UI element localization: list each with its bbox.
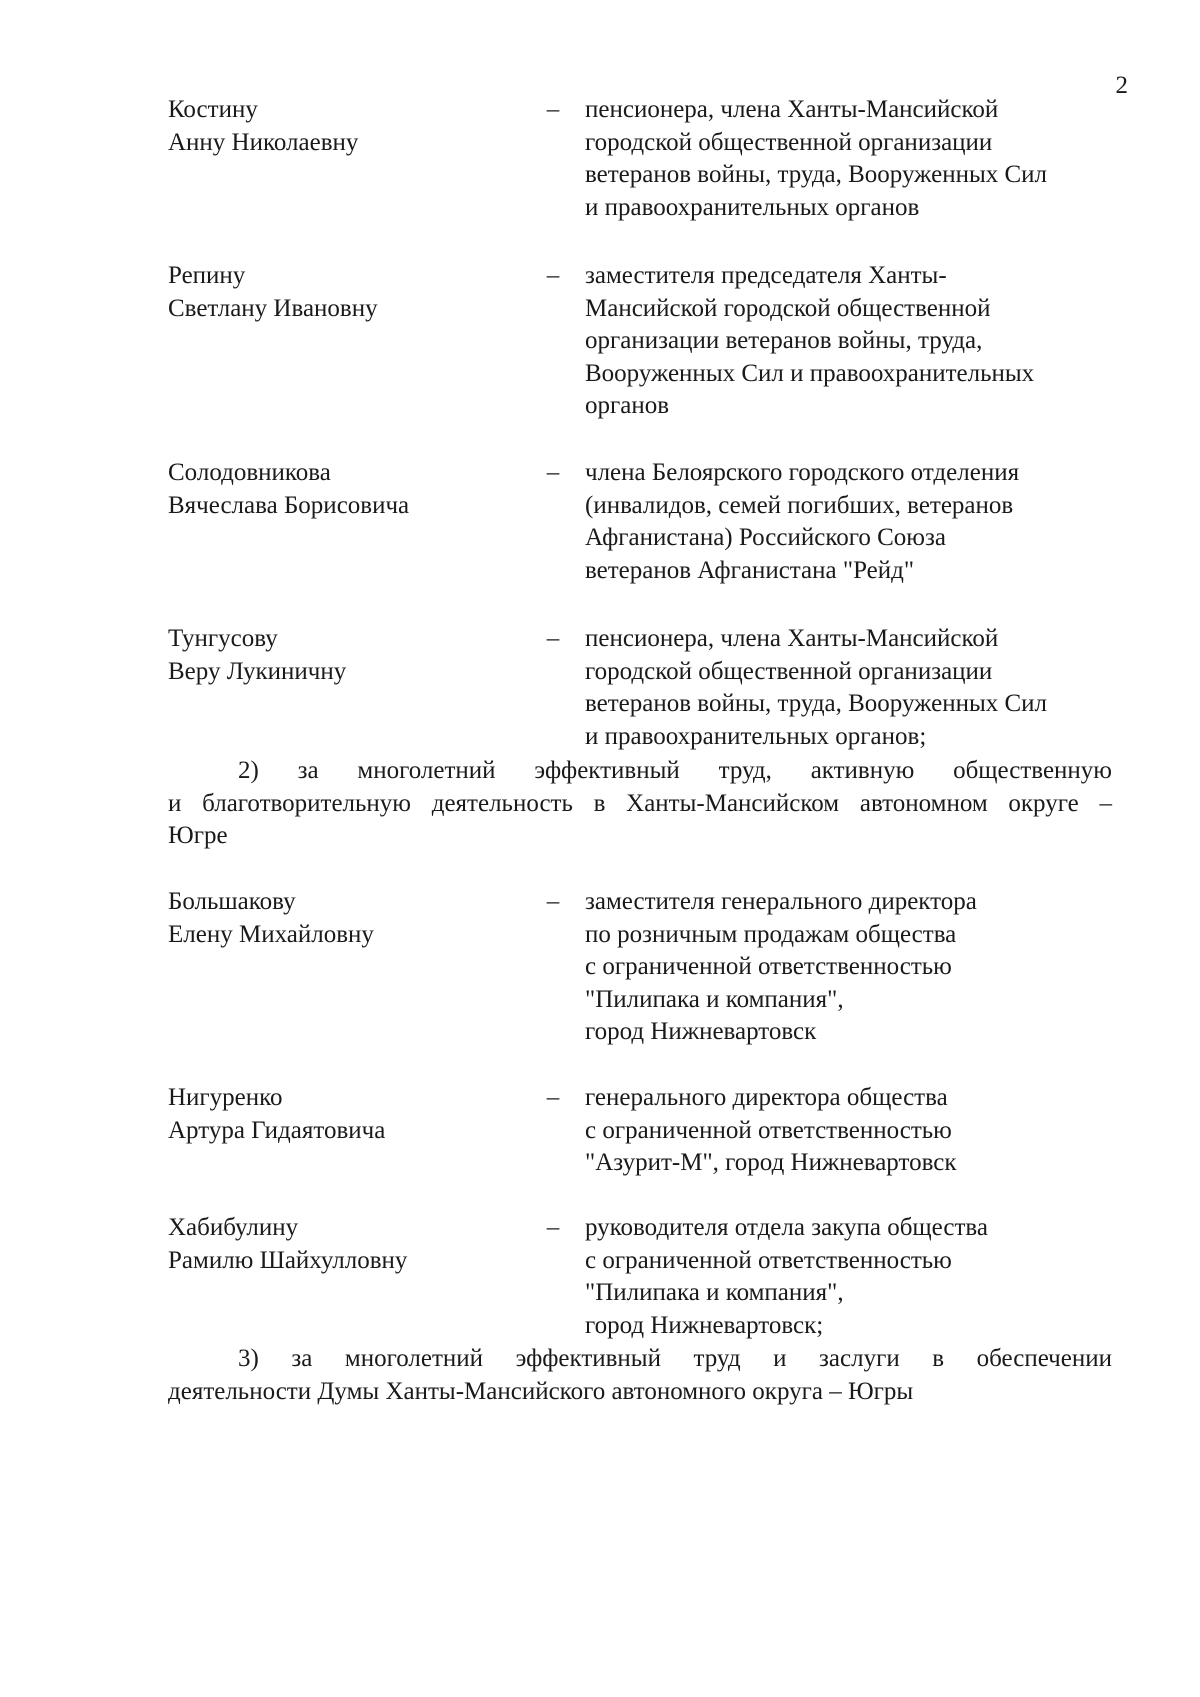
description-line: город Нижневартовск; xyxy=(585,1311,824,1339)
description-line: ветеранов Афганистана "Рейд" xyxy=(585,556,915,584)
dash-separator: – xyxy=(546,1084,560,1111)
section-paragraph-2 xyxy=(168,755,1112,853)
name-line: Артура Гидаятовича xyxy=(168,1116,386,1144)
name-line: Нигуренко xyxy=(168,1084,283,1111)
name-line: Солодовникова xyxy=(168,459,331,486)
name-line: Костину xyxy=(168,96,258,123)
person-description xyxy=(585,457,1145,587)
name-line: Светлану Ивановну xyxy=(168,294,378,322)
paragraph-line: 2) за многолетний эффективный труд, активную общественную xyxy=(238,757,1112,784)
person-name xyxy=(168,1212,498,1277)
person-description xyxy=(585,260,1145,423)
description-line: с ограниченной ответственностью xyxy=(585,1246,952,1274)
person-name xyxy=(168,886,498,951)
name-line: Хабибулину xyxy=(168,1214,299,1241)
name-line: Анну Николаевну xyxy=(168,128,359,156)
name-line: Елену Михайловну xyxy=(168,920,374,948)
name-line: Большакову xyxy=(168,888,296,915)
dash-separator: – xyxy=(546,459,560,486)
person-description xyxy=(585,623,1145,753)
paragraph-line: и благотворительную деятельность в Ханты-Мансийском автономном округе – xyxy=(168,789,1112,817)
description-line: Вооруженных Сил и правоохранительных xyxy=(585,359,1035,387)
description-line: пенсионера, члена Ханты-Мансийской xyxy=(585,96,999,123)
section-paragraph-3 xyxy=(168,1343,1112,1408)
dash-separator: – xyxy=(546,888,560,915)
description-line: Мансийской городской общественной xyxy=(585,294,991,322)
description-line: городской общественной организации xyxy=(585,657,993,685)
person-description xyxy=(585,1082,1145,1180)
description-line: пенсионера, члена Ханты-Мансийской xyxy=(585,625,999,652)
description-line: "Пилипака и компания", xyxy=(585,985,844,1013)
person-description xyxy=(585,94,1145,224)
person-name xyxy=(168,260,498,325)
name-line: Рамилю Шайхулловну xyxy=(168,1246,408,1274)
paragraph-line: деятельности Думы Ханты-Мансийского автономного округа – Югры xyxy=(168,1377,914,1405)
description-line: город Нижневартовск xyxy=(585,1018,817,1046)
description-line: руководителя отдела закупа общества xyxy=(585,1214,988,1241)
dash-separator: – xyxy=(546,96,560,123)
description-line: "Азурит-М", город Нижневартовск xyxy=(585,1149,957,1177)
description-line: члена Белоярского городского отделения xyxy=(585,459,1020,486)
dash-separator: – xyxy=(546,625,560,652)
person-description xyxy=(585,1212,1145,1342)
description-line: организации ветеранов войны, труда, xyxy=(585,327,983,355)
description-line: органов xyxy=(585,392,670,420)
paragraph-line: 3) за многолетний эффективный труд и заслуги в обеспечении xyxy=(238,1345,1112,1372)
description-line: и правоохранительных органов xyxy=(585,193,920,221)
name-line: Тунгусову xyxy=(168,625,278,652)
dash-separator: – xyxy=(546,1214,560,1241)
name-line: Вячеслава Борисовича xyxy=(168,491,410,519)
person-description xyxy=(585,886,1145,1049)
description-line: заместителя председателя Ханты- xyxy=(585,262,947,289)
description-line: ветеранов войны, труда, Вооруженных Сил xyxy=(585,690,1048,718)
person-name xyxy=(168,94,498,159)
description-line: городской общественной организации xyxy=(585,128,993,156)
person-name xyxy=(168,457,498,522)
page-number: 2 xyxy=(1115,72,1128,99)
paragraph-line: Югре xyxy=(168,822,228,850)
name-line: Репину xyxy=(168,262,246,289)
description-line: (инвалидов, семей погибших, ветеранов xyxy=(585,491,1014,519)
description-line: генерального директора общества xyxy=(585,1084,948,1111)
description-line: ветеранов войны, труда, Вооруженных Сил xyxy=(585,161,1048,189)
description-line: Афганистана) Российского Союза xyxy=(585,524,946,552)
name-line: Веру Лукиничну xyxy=(168,657,347,685)
description-line: и правоохранительных органов; xyxy=(585,722,927,750)
description-line: с ограниченной ответственностью xyxy=(585,1116,952,1144)
person-name xyxy=(168,1082,498,1147)
description-line: заместителя генерального директора xyxy=(585,888,977,915)
description-line: по розничным продажам общества xyxy=(585,920,957,948)
description-line: с ограниченной ответственностью xyxy=(585,953,952,981)
description-line: "Пилипака и компания", xyxy=(585,1279,844,1307)
person-name xyxy=(168,623,498,688)
dash-separator: – xyxy=(546,262,560,289)
